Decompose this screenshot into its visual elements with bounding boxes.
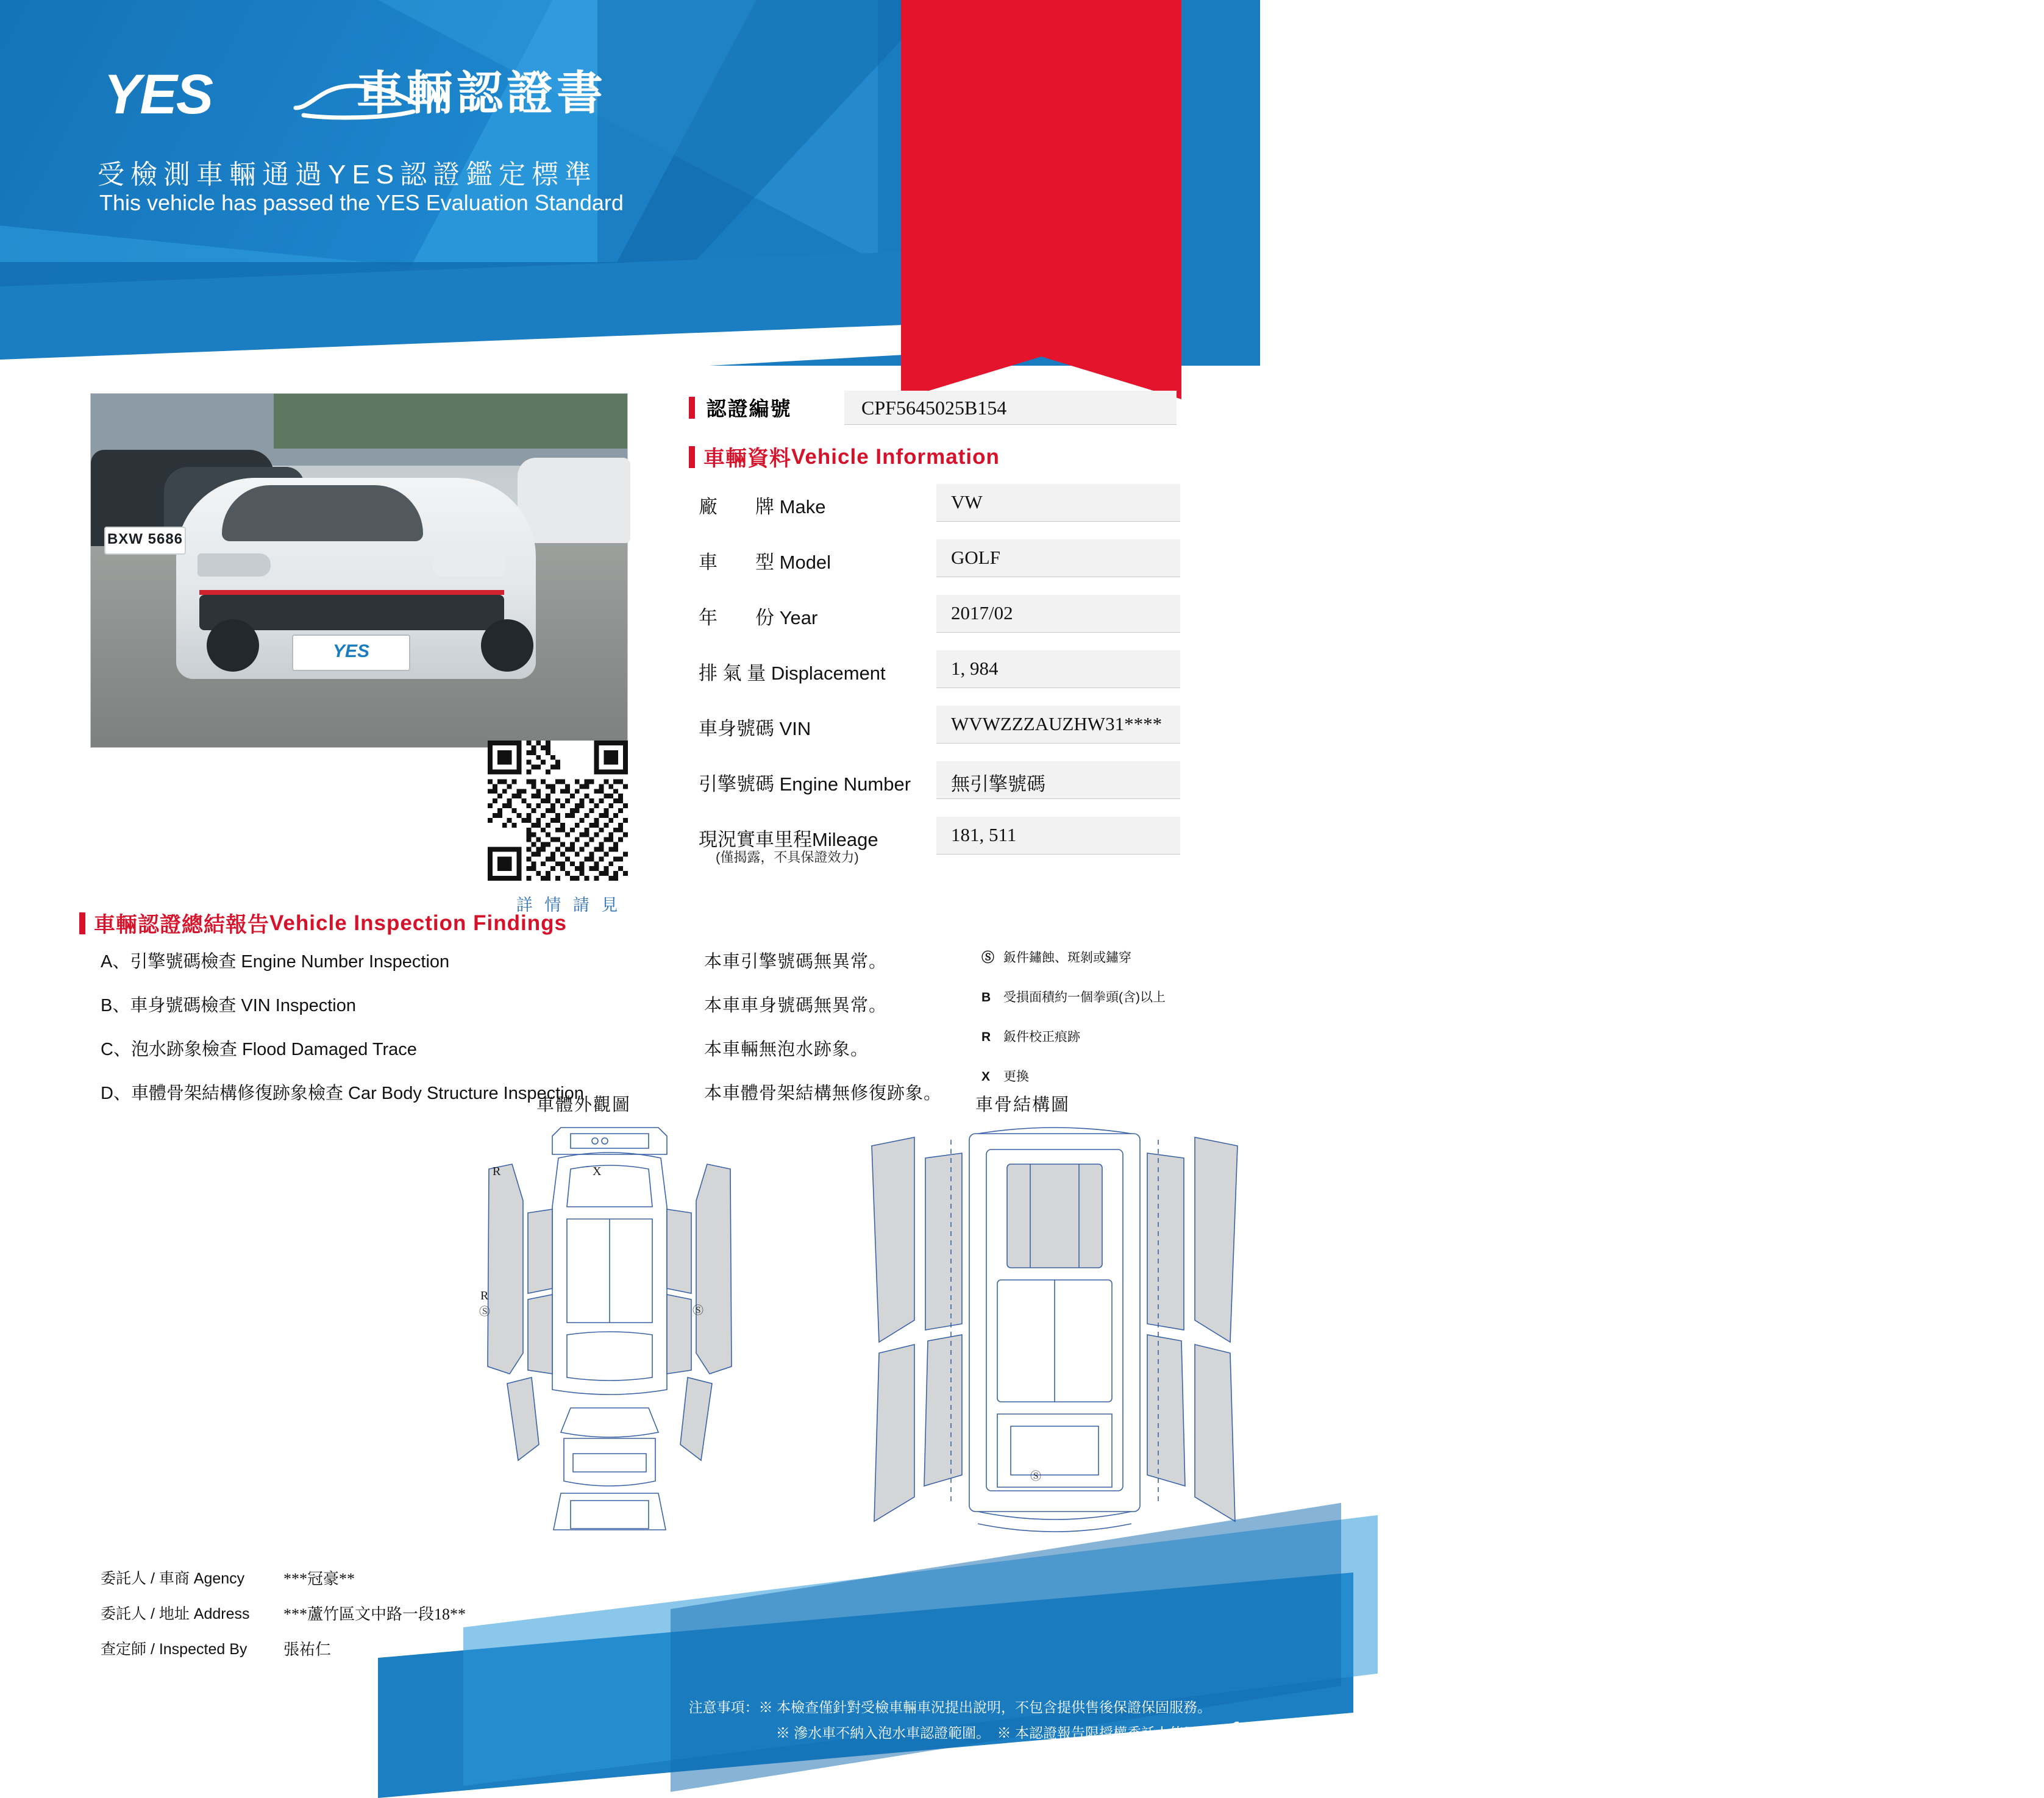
info-label-displacement-cn: 排 氣 量 (699, 663, 766, 684)
info-value-engine-number: 無引擎號碼 (936, 761, 1180, 799)
info-label-vin (699, 713, 811, 741)
page-title: 車輛認證書 (357, 68, 607, 119)
footer-label-address: 委託人 / 地址 Address (101, 1605, 250, 1622)
photo-front-plate-logo: YES (332, 641, 370, 661)
findings-results (704, 948, 972, 1123)
legend-text-s: 鈑件鏽蝕、斑剝或鏽穿 (1003, 951, 1131, 965)
info-label-model-cn: 車 型 (699, 552, 774, 573)
seal-brand: YES (1905, 115, 1982, 159)
findings-title-en: Vehicle Inspection Findings (269, 911, 567, 935)
qr-code[interactable] (488, 741, 640, 899)
photo-grille-redline (199, 590, 504, 595)
info-label-engine-number-en: Engine Number (779, 773, 911, 795)
legend-row-x (981, 1067, 1244, 1087)
photo-wheel-left (207, 619, 259, 672)
info-sub-mileage: (僅揭露，不具保證效力) (716, 850, 859, 865)
vehicle-structure-diagram (847, 1121, 1262, 1542)
vehicle-info-title-cn: 車輛資料 (703, 447, 792, 471)
footer-row-agency (101, 1566, 649, 1602)
info-row-make (699, 481, 1180, 537)
photo-front-plate (292, 634, 410, 671)
finding-result-a: 本車引擎號碼無異常。 (704, 952, 888, 972)
diagram-caption-structure: 車骨結構圖 (975, 1095, 1070, 1115)
vehicle-information-title (689, 442, 1000, 472)
red-accent-bar (689, 397, 695, 419)
certified-seal (1843, 98, 2044, 262)
footer-notes (602, 1694, 1211, 1746)
info-label-vin-en: VIN (779, 718, 811, 739)
info-value-model: GOLF (936, 539, 1180, 577)
vehicle-photo (90, 393, 628, 748)
info-value-year: 2017/02 (936, 595, 1180, 633)
finding-item-a: A、引擎號碼檢查 Engine Number Inspection (101, 952, 450, 972)
yes-logo (91, 58, 347, 125)
info-label-engine-number (699, 769, 911, 796)
finding-result-d: 本車體骨架結構無修復跡象。 (704, 1084, 942, 1103)
info-value-mileage: 181, 511 (936, 817, 1180, 855)
photo-side-plate-text: BXW 5686 (107, 531, 183, 547)
info-value-displacement: 1, 984 (936, 650, 1180, 688)
legend-key-b: B (981, 990, 991, 1004)
info-label-year-cn: 年 份 (699, 607, 774, 628)
yes-logo-text: YES (104, 63, 213, 126)
legend-key-x: X (981, 1070, 991, 1084)
vehicle-info-title-en: Vehicle Information (791, 445, 1000, 469)
info-label-make-en: Make (779, 496, 826, 517)
footer-note-line2: ※ 滲水車不納入泡水車認證範圍。 ※ 本認證報告限授權委託人使用。 (775, 1725, 1211, 1741)
vehicle-exterior-diagram (451, 1121, 768, 1542)
photo-headlight-right (432, 553, 505, 577)
footer-value-address: ***蘆竹區文中路一段18** (283, 1605, 466, 1623)
footer-value-inspector: 張祐仁 (283, 1641, 332, 1658)
subtitle-english: This vehicle has passed the YES Evaluation Standard (99, 190, 624, 215)
legend-key-r: R (981, 1030, 991, 1044)
photo-background-car-right (518, 458, 630, 543)
legend-text-b: 受損面積約一個拳頭(含)以上 (1003, 990, 1166, 1004)
qr-code-image[interactable] (488, 741, 628, 881)
page-header (0, 0, 2009, 366)
info-label-make (699, 491, 825, 519)
exterior-mark-s-right-door: Ⓢ (693, 1304, 703, 1317)
finding-result-c: 本車輛無泡水跡象。 (704, 1040, 869, 1059)
info-row-year (699, 592, 1180, 648)
structure-mark-s: Ⓢ (1030, 1470, 1041, 1482)
damage-legend (981, 948, 1244, 1106)
finding-result-b: 本車車身號碼無異常。 (704, 996, 888, 1015)
info-label-mileage-cn: 現況實車里程 (699, 829, 812, 850)
page-number: 1 (1230, 1718, 1243, 1743)
page-footer (0, 1646, 1260, 1782)
diagram-caption-exterior: 車體外觀圖 (536, 1095, 632, 1115)
legend-text-r: 鈑件校正痕跡 (1003, 1030, 1080, 1044)
info-label-make-cn: 廠 牌 (699, 496, 774, 517)
footer-label-inspector: 查定師 / Inspected By (101, 1641, 247, 1658)
finding-item-c: C、泡水跡象檢查 Flood Damaged Trace (101, 1040, 417, 1059)
findings-title (79, 908, 567, 939)
footer-note-line1: 注意事項：※ 本檢查僅針對受檢車輛車況提出說明，不包含提供售後保證保固服務。 (688, 1699, 1211, 1715)
legend-row-r (981, 1027, 1244, 1048)
info-label-displacement-en: Displacement (771, 663, 886, 684)
red-accent-bar-2 (689, 446, 695, 468)
info-row-mileage (699, 814, 1180, 870)
exterior-mark-r-left-door: R (480, 1289, 489, 1302)
red-accent-bar-3 (79, 912, 85, 934)
info-label-mileage-en: Mileage (812, 829, 878, 850)
seal-text-english: CERTIFIED (1885, 206, 2002, 227)
legend-text-x: 更換 (1003, 1070, 1029, 1084)
certificate-number-value: CPF5645025B154 (844, 391, 1177, 425)
photo-headlight-left (198, 553, 271, 577)
info-row-displacement (699, 648, 1180, 703)
info-label-model (699, 547, 831, 574)
photo-trees (274, 394, 627, 449)
exterior-mark-s-left-door: Ⓢ (479, 1306, 490, 1318)
info-label-year-en: Year (779, 607, 818, 628)
exterior-mark-x-hood: X (593, 1165, 602, 1178)
certificate-number-label: 認證編號 (706, 397, 792, 420)
info-label-vin-cn: 車身號碼 (699, 718, 774, 739)
photo-side-plate (104, 527, 186, 555)
footer-wedge-3 (671, 1503, 1341, 1792)
findings-title-cn: 車輛認證總結報告 (94, 913, 270, 937)
legend-key-s: Ⓢ (981, 951, 994, 965)
legend-row-s (981, 948, 1244, 968)
photo-wheel-right (481, 619, 533, 672)
photo-windshield (222, 485, 423, 541)
exterior-mark-r-front-left: R (493, 1165, 501, 1178)
info-label-displacement (699, 658, 886, 685)
finding-item-d: D、車體骨架結構修復跡象檢查 Car Body Structure Inspection (101, 1084, 584, 1103)
info-row-engine-number (699, 759, 1180, 814)
footer-label-agency: 委託人 / 車商 Agency (101, 1570, 245, 1587)
certificate-number-row (689, 393, 1177, 431)
info-value-vin: WVWZZZAUZHW31**** (936, 706, 1180, 744)
seal-text-chinese: 認證合格 (1878, 169, 2009, 204)
certified-ribbon (901, 0, 2009, 357)
finding-item-b: B、車身號碼檢查 VIN Inspection (101, 996, 356, 1015)
vehicle-information-table (699, 481, 1180, 870)
info-label-model-en: Model (779, 552, 831, 573)
subtitle-chinese: 受檢測車輛通過YES認證鑑定標準 (98, 160, 598, 190)
info-label-year (699, 602, 817, 630)
legend-row-b (981, 987, 1244, 1008)
info-value-make: VW (936, 484, 1180, 522)
info-row-model (699, 537, 1180, 592)
info-row-vin (699, 703, 1180, 759)
qr-caption: 詳 情 請 見 (516, 896, 622, 914)
footer-value-agency: ***冠豪** (283, 1570, 355, 1588)
info-label-engine-number-cn: 引擎號碼 (699, 773, 774, 795)
